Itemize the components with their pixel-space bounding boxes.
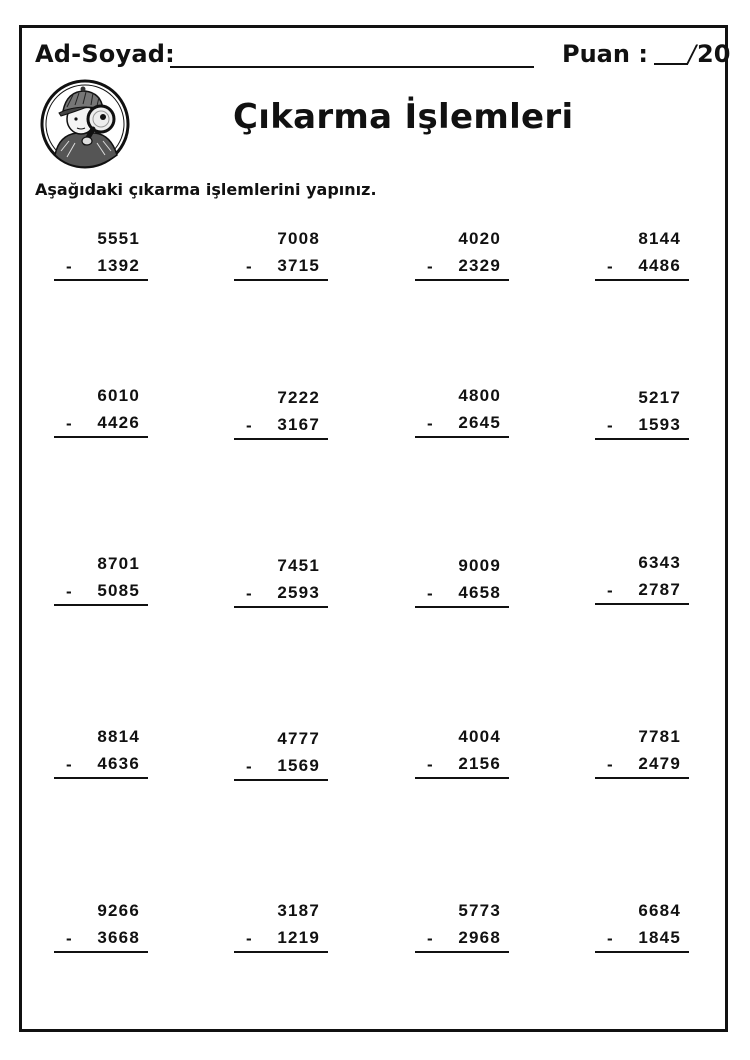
minuend: 7781 — [638, 727, 681, 746]
minuend: 7008 — [277, 229, 320, 248]
score-label: Puan : — [562, 40, 648, 68]
minuend: 4777 — [277, 729, 320, 748]
subtrahend: 2479 — [638, 754, 681, 773]
subtrahend: 4426 — [97, 413, 140, 432]
subtraction-problem — [415, 229, 509, 281]
instructions: Aşağıdaki çıkarma işlemlerini yapınız. — [35, 180, 377, 199]
minus-sign: - — [607, 416, 613, 435]
minus-sign: - — [427, 414, 433, 433]
score-slash: / — [687, 40, 697, 68]
subtrahend: 1219 — [277, 928, 320, 947]
minuend: 6684 — [638, 901, 681, 920]
minuend: 6010 — [97, 386, 140, 405]
minus-sign: - — [246, 929, 252, 948]
subtrahend: 4636 — [97, 754, 140, 773]
subtrahend: 1392 — [97, 256, 140, 275]
answer-line[interactable] — [234, 606, 328, 608]
detective-magnifier-icon — [37, 77, 135, 169]
minuend: 5551 — [97, 229, 140, 248]
minuend: 9009 — [458, 556, 501, 575]
subtraction-problem — [415, 727, 509, 779]
minuend: 4004 — [458, 727, 501, 746]
subtrahend: 2329 — [458, 256, 501, 275]
minus-sign: - — [427, 584, 433, 603]
subtraction-problem — [415, 386, 509, 438]
minus-sign: - — [246, 584, 252, 603]
subtraction-problem — [54, 554, 148, 606]
subtraction-problem — [595, 388, 689, 440]
answer-line[interactable] — [54, 604, 148, 606]
subtraction-problem — [595, 727, 689, 779]
page-title: Çıkarma İşlemleri — [233, 97, 574, 137]
answer-line[interactable] — [415, 606, 509, 608]
minus-sign: - — [607, 755, 613, 774]
minus-sign: - — [66, 582, 72, 601]
subtrahend: 2593 — [277, 583, 320, 602]
answer-line[interactable] — [595, 951, 689, 953]
minus-sign: - — [427, 929, 433, 948]
minuend: 7222 — [277, 388, 320, 407]
answer-line[interactable] — [234, 951, 328, 953]
answer-line[interactable] — [234, 279, 328, 281]
answer-line[interactable] — [54, 436, 148, 438]
answer-line[interactable] — [595, 603, 689, 605]
subtrahend: 2156 — [458, 754, 501, 773]
subtrahend: 2787 — [638, 580, 681, 599]
subtraction-problem — [234, 901, 328, 953]
minuend: 9266 — [97, 901, 140, 920]
subtraction-problem — [234, 729, 328, 781]
subtrahend: 1569 — [277, 756, 320, 775]
subtrahend: 1593 — [638, 415, 681, 434]
minus-sign: - — [66, 755, 72, 774]
minus-sign: - — [427, 755, 433, 774]
minuend: 7451 — [277, 556, 320, 575]
subtrahend: 3715 — [277, 256, 320, 275]
minuend: 8144 — [638, 229, 681, 248]
name-field[interactable] — [170, 66, 534, 68]
subtraction-problem — [54, 727, 148, 779]
subtrahend: 3668 — [97, 928, 140, 947]
minus-sign: - — [246, 416, 252, 435]
subtraction-problem — [595, 901, 689, 953]
subtraction-problem — [595, 229, 689, 281]
minus-sign: - — [607, 257, 613, 276]
minuend: 4800 — [458, 386, 501, 405]
answer-line[interactable] — [595, 279, 689, 281]
minus-sign: - — [66, 414, 72, 433]
subtraction-problem — [234, 388, 328, 440]
subtrahend: 5085 — [97, 581, 140, 600]
subtrahend: 1845 — [638, 928, 681, 947]
answer-line[interactable] — [595, 438, 689, 440]
subtrahend: 3167 — [277, 415, 320, 434]
subtraction-problem — [595, 553, 689, 605]
minuend: 5217 — [638, 388, 681, 407]
minus-sign: - — [246, 757, 252, 776]
answer-line[interactable] — [415, 436, 509, 438]
answer-line[interactable] — [415, 279, 509, 281]
answer-line[interactable] — [54, 279, 148, 281]
subtrahend: 4486 — [638, 256, 681, 275]
minus-sign: - — [607, 581, 613, 600]
subtraction-problem — [54, 229, 148, 281]
subtrahend: 4658 — [458, 583, 501, 602]
answer-line[interactable] — [415, 777, 509, 779]
answer-line[interactable] — [234, 779, 328, 781]
answer-line[interactable] — [54, 951, 148, 953]
minuend: 6343 — [638, 553, 681, 572]
minus-sign: - — [427, 257, 433, 276]
score-total: 20 — [697, 40, 731, 68]
minus-sign: - — [66, 257, 72, 276]
answer-line[interactable] — [595, 777, 689, 779]
minuend: 4020 — [458, 229, 501, 248]
minus-sign: - — [246, 257, 252, 276]
subtraction-problem — [415, 556, 509, 608]
minuend: 3187 — [277, 901, 320, 920]
score-field[interactable] — [654, 63, 688, 65]
score-area — [562, 40, 730, 68]
subtraction-problem — [54, 901, 148, 953]
name-label: Ad-Soyad: — [35, 40, 175, 68]
subtrahend: 2968 — [458, 928, 501, 947]
minuend: 8701 — [97, 554, 140, 573]
subtraction-problem — [234, 229, 328, 281]
answer-line[interactable] — [234, 438, 328, 440]
subtraction-problem — [54, 386, 148, 438]
worksheet-border — [19, 25, 731, 1032]
minus-sign: - — [66, 929, 72, 948]
minus-sign: - — [607, 929, 613, 948]
answer-line[interactable] — [54, 777, 148, 779]
minuend: 5773 — [458, 901, 501, 920]
subtraction-problem — [415, 901, 509, 953]
subtrahend: 2645 — [458, 413, 501, 432]
answer-line[interactable] — [415, 951, 509, 953]
subtraction-problem — [234, 556, 328, 608]
minuend: 8814 — [97, 727, 140, 746]
